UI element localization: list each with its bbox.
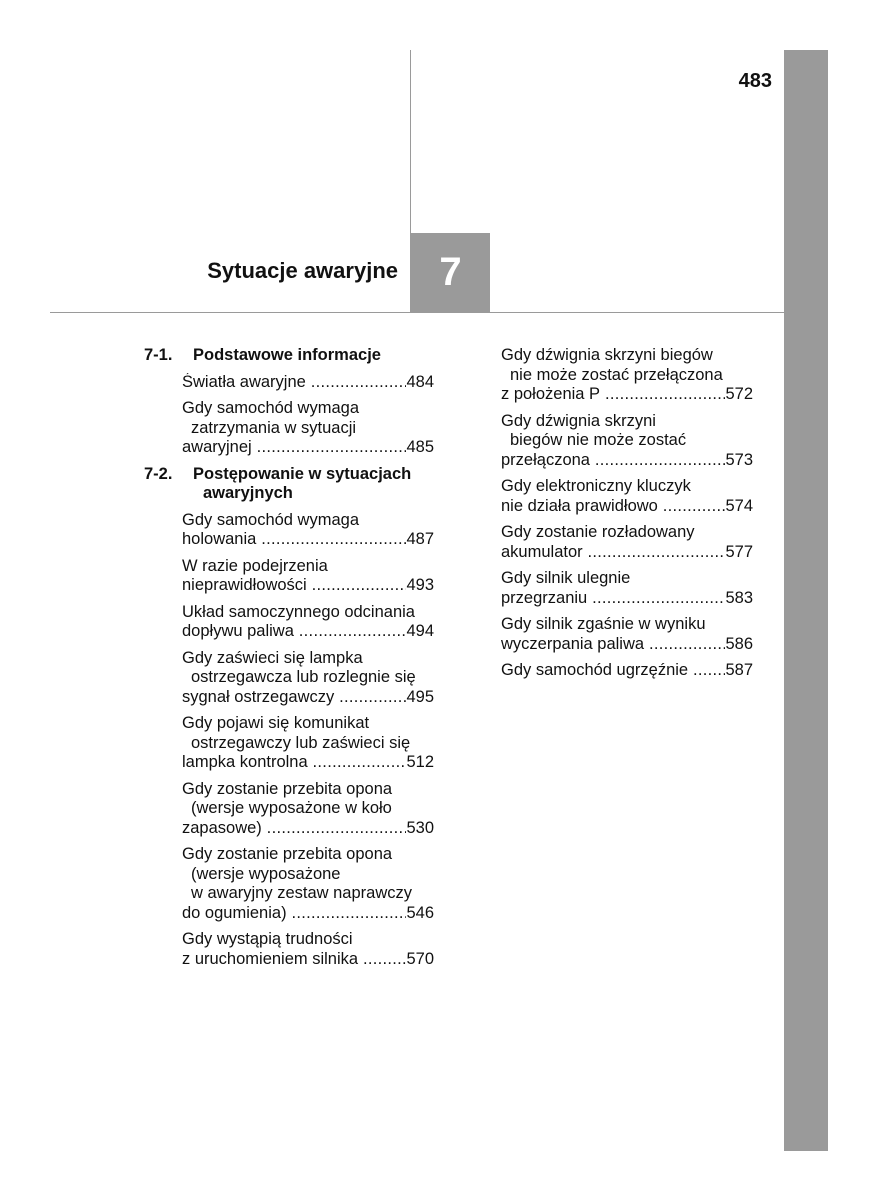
toc-section-number: 7-2. [144,464,173,483]
toc-entry-line: Gdy elektroniczny kluczyk [501,477,691,495]
toc-entry-page: 570 [406,949,434,968]
toc-entry-page: 512 [406,753,434,771]
toc-entry-label: zapasowe) ..... [182,819,406,839]
toc-entry-page: 586 [725,634,753,653]
toc-right-column [501,346,753,688]
toc-entry-line: Gdy dźwignia skrzyni [501,411,656,430]
toc-entry-label: przełączona ..... [501,451,725,471]
toc-entry-page: 572 [725,385,753,403]
toc-entry[interactable] [182,649,434,708]
toc-entry-label: lampka kontrolna ..... [182,753,406,773]
toc-entry-last-line [501,589,753,609]
page-number: 483 [738,70,772,92]
toc-entry-line: ostrzegawczy lub zaświeci się [191,733,411,752]
toc-section-title: Podstawowe informacje [193,346,381,364]
toc-entry-label: Gdy samochód ugrzęźnie ..... [501,661,725,681]
toc-entry-line: Gdy wystąpią trudności [182,930,353,948]
toc-entry-last-line [182,904,434,924]
toc-entry-line: Gdy samochód wymaga [182,399,359,417]
toc-section-title: awaryjnych [203,484,293,502]
toc-section-number: 7-1. [144,346,173,364]
toc-entry-line: biegów nie może zostać [510,431,687,449]
toc-section-heading[interactable] [144,346,434,366]
toc-entry-page: 577 [725,542,753,561]
toc-entry[interactable] [182,399,434,458]
toc-entry-last-line [182,438,434,458]
toc-entry-last-line [501,451,753,471]
toc-entry-label: sygnał ostrzegawczy ..... [182,688,406,708]
toc-entry[interactable] [182,714,434,773]
toc-entry[interactable] [501,523,753,562]
toc-entry-label: Światła awaryjne ..... [182,373,406,393]
toc-entry-last-line [182,530,434,550]
toc-entry-page: 530 [406,818,434,837]
toc-entry-line: Gdy silnik ulegnie [501,569,631,587]
toc-entry-last-line [182,819,434,839]
toc-entry-last-line [501,661,753,681]
toc-entry-label: dopływu paliwa ..... [182,622,406,642]
toc-entry-page: 493 [406,576,434,594]
toc-entry-page: 485 [406,438,434,456]
toc-entry[interactable] [501,569,753,608]
toc-entry-last-line [182,950,434,970]
toc-entry-page: 587 [725,661,753,679]
toc-entry-line: ostrzegawcza lub rozlegnie się [191,668,416,686]
toc-entry-line: Gdy samochód wymaga [182,510,359,529]
toc-entry-label: akumulator ..... [501,543,725,563]
toc-entry[interactable] [501,661,753,681]
toc-section-title: Postępowanie w sytuacjach [193,464,412,483]
toc-entry-page: 484 [406,372,434,391]
toc-entry-label: awaryjnej ..... [182,438,406,458]
toc-entry-last-line [182,622,434,642]
toc-entry[interactable] [182,780,434,839]
toc-entry[interactable] [182,930,434,969]
toc-entry[interactable] [182,373,434,393]
toc-entry-page: 487 [406,530,434,548]
toc-entry-label: nieprawidłowości ..... [182,576,406,596]
toc-entry[interactable] [182,511,434,550]
toc-entry-label: holowania ..... [182,530,406,550]
toc-entry-line: Gdy zaświeci się lampka [182,648,363,667]
chapter-title: Sytuacje awaryjne [207,258,398,283]
toc-entry-line: w awaryjny zestaw naprawczy [191,884,412,902]
toc-entry-last-line [182,576,434,596]
toc-entry-last-line [501,497,753,517]
toc-entry-line: nie może zostać przełączona [510,365,723,384]
toc-left-column [144,346,434,976]
toc-section-heading[interactable] [144,465,434,504]
toc-entry-last-line [182,373,434,393]
toc-entry-line: Układ samoczynnego odcinania [182,602,415,621]
toc-entry-label: do ogumienia) ..... [182,904,406,924]
toc-entry-page: 574 [725,496,753,515]
toc-entry-line: (wersje wyposażone [191,864,341,883]
toc-entry-page: 494 [406,622,434,640]
toc-entry-last-line [182,753,434,773]
toc-entry-page: 495 [406,687,434,706]
toc-entry-page: 546 [406,903,434,922]
toc-entry-line: zatrzymania w sytuacji [191,418,357,437]
toc-entry-last-line [182,688,434,708]
chapter-side-tab [784,50,828,1151]
toc-entry[interactable] [501,412,753,471]
toc-entry-label: z uruchomieniem silnika ..... [182,950,406,970]
toc-entry-label: z położenia P ..... [501,385,725,405]
toc-entry-line: Gdy zostanie rozładowany [501,523,695,541]
toc-entry[interactable] [182,845,434,923]
toc-entry-line: Gdy pojawi się komunikat [182,714,370,732]
toc-entry[interactable] [501,346,753,405]
toc-entry-label: nie działa prawidłowo ..... [501,497,725,517]
toc-entry[interactable] [501,477,753,516]
toc-entry-label: wyczerpania paliwa ..... [501,635,725,655]
toc-entry-page: 573 [725,450,753,469]
toc-entry-line: Gdy zostanie przebita opona [182,845,393,863]
toc-entry-line: (wersje wyposażone w koło [191,799,392,817]
toc-entry[interactable] [501,615,753,654]
horizontal-divider [50,312,784,313]
toc-entry-line: Gdy zostanie przebita opona [182,779,393,798]
toc-entry-line: Gdy silnik zgaśnie w wyniku [501,615,706,633]
toc-entry-label: przegrzaniu ..... [501,589,725,609]
toc-entry-line: Gdy dźwignia skrzyni biegów [501,346,713,364]
toc-entry-last-line [501,385,753,405]
toc-entry[interactable] [182,603,434,642]
toc-entry-last-line [501,543,753,563]
toc-entry[interactable] [182,557,434,596]
toc-entry-last-line [501,635,753,655]
toc-entry-line: W razie podejrzenia [182,556,328,575]
toc-entry-page: 583 [725,588,753,607]
chapter-number-box: 7 [411,233,490,312]
